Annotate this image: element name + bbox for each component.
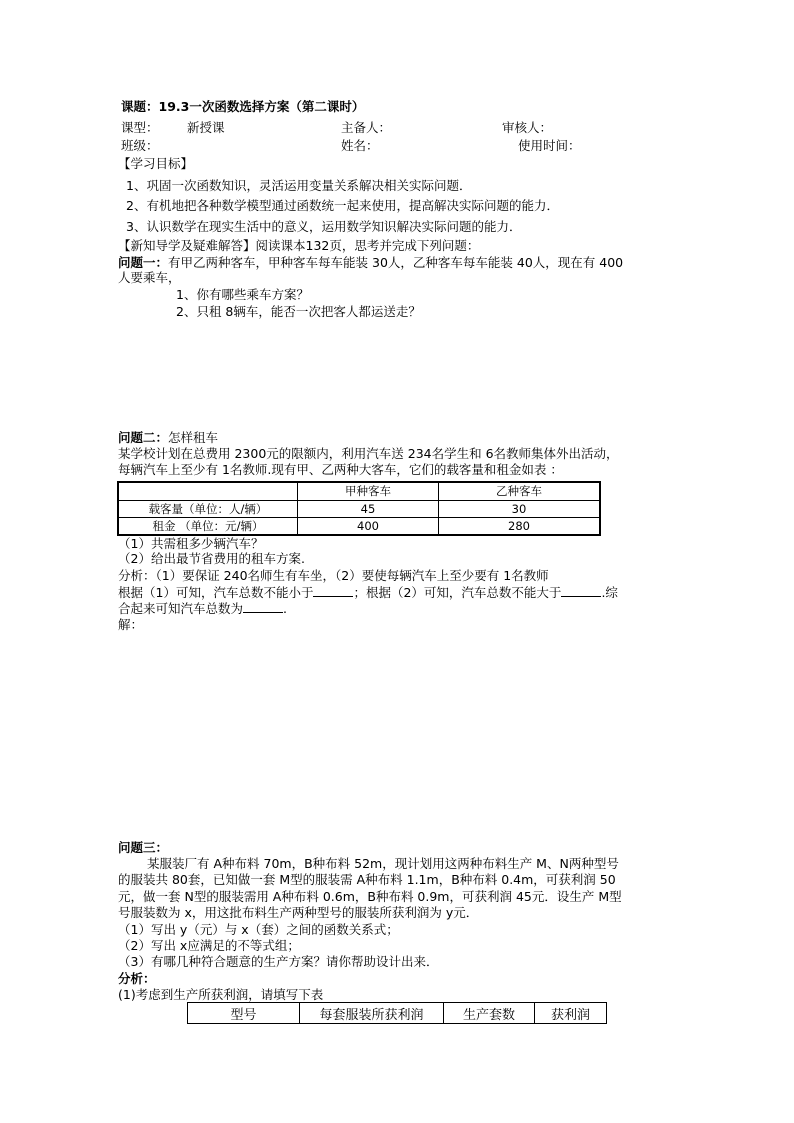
table-cell: 280 <box>439 517 601 535</box>
table-row <box>118 517 600 535</box>
problem2-analysis3b: . <box>283 601 287 616</box>
problem2-line2: 每辆汽车上至少有 1名教师.现有甲、乙两种大客车，它们的载客量和租金如表 ： <box>118 462 563 477</box>
name-label: 姓名： <box>341 138 379 153</box>
answer-blank-total[interactable] <box>243 600 283 613</box>
problem3-analysis-text: (1)考虑到生产所获利润，请填写下表 <box>118 987 324 1002</box>
problem2-label: 问题二： <box>118 430 169 445</box>
table-cell: 载客量（单位：人/辆） <box>118 500 298 517</box>
problem3-line4: 号服装数为 x，用这批布料生产两种型号的服装所获利润为 y元． <box>118 905 479 920</box>
table-cell <box>118 482 298 500</box>
table-cell: 甲种客车 <box>298 482 439 500</box>
lesson-type-label: 课型： <box>121 120 159 135</box>
guide-text: 阅读课本132页，思考并完成下列问题： <box>255 238 480 253</box>
table-cell: 45 <box>298 500 439 517</box>
table-cell: 乙种客车 <box>439 482 601 500</box>
objectives-title: 【学习目标】 <box>118 156 194 171</box>
problem2-analysis2c: .综 <box>601 585 618 600</box>
table-header-row <box>118 482 600 500</box>
answer-blank-min[interactable] <box>313 584 353 597</box>
profit-table <box>187 1002 607 1024</box>
problem2-analysis2a: 根据（1）可知，汽车总数不能小于 <box>118 585 314 600</box>
table-cell: 租金 （单位：元/辆） <box>118 517 298 535</box>
table-row <box>118 500 600 517</box>
problem3-line3: 元，做一套 N型的服装需用 A种布料 0.6m，B种布料 0.9m，可获利润 45元．设生产 M型 <box>118 889 622 904</box>
table-cell: 30 <box>439 500 601 517</box>
lesson-title: 课题：19.3一次函数选择方案（第二课时） <box>121 99 365 114</box>
problem1-line1: 有甲乙两种客车，甲种客车每车能装 30人，乙种客车每车能装 40人，现在有 400 <box>168 255 624 270</box>
problem2-solve: 解： <box>118 617 144 632</box>
table-cell: 生产套数 <box>444 1003 535 1024</box>
problem2-q1: （1）共需租多少辆汽车？ <box>118 536 264 551</box>
objective-item: 2、有机地把各种数学模型通过函数统一起来使用，提高解决实际问题的能力． <box>126 198 559 213</box>
problem2-analysis3a: 合起来可知汽车总数为 <box>118 601 244 616</box>
problem3-q2: （2）写出 x应满足的不等式组； <box>118 938 300 953</box>
table-cell: 获利润 <box>535 1003 607 1024</box>
problem2-line1: 某学校计划在总费用 2300元的限额内，利用汽车送 234名学生和 6名教师集体外出活动， <box>118 446 619 461</box>
table-header-row <box>188 1003 607 1024</box>
class-label: 班级： <box>121 138 159 153</box>
problem3-label: 问题三： <box>118 840 169 855</box>
problem1-label: 问题一： <box>118 255 169 270</box>
answer-blank-max[interactable] <box>561 584 601 597</box>
lesson-type-value: 新授课 <box>187 120 225 135</box>
objective-item: 1、巩固一次函数知识，灵活运用变量关系解决相关实际问题． <box>126 178 472 193</box>
problem3-analysis-label: 分析： <box>118 971 156 986</box>
problem2-analysis1: 分析：（1）要保证 240名师生有车坐，（2）要使每辆汽车上至少要有 1名教师 <box>118 568 549 583</box>
problem2-title: 怎样租车 <box>168 430 219 445</box>
objective-item: 3、认识数学在现实生活中的意义，运用数学知识解决实际问题的能力． <box>126 219 522 234</box>
problem3-line2: 的服装共 80套，已知做一套 M型的服装需 A种布料 1.1m，B种布料 0.4m，可获利润 50 <box>118 872 616 887</box>
guide-title: 【新知导学及疑难解答】 <box>118 238 256 253</box>
table-cell: 400 <box>298 517 439 535</box>
table-cell: 型号 <box>188 1003 300 1024</box>
problem1-line2: 人要乘车， <box>118 270 181 285</box>
problem3-line1: 某服装厂有 A种布料 70m，B种布料 52m，现计划用这两种布料生产 M、N两种型号 <box>147 856 619 871</box>
problem2-analysis2b: ；根据（2）可知，汽车总数不能大于 <box>353 585 562 600</box>
reviewer-label: 审核人： <box>502 120 553 135</box>
problem1-q1: 1、你有哪些乘车方案？ <box>176 287 309 302</box>
problem1-q2: 2、只租 8辆车，能否一次把客人都运送走？ <box>176 304 421 319</box>
problem2-q2: （2）给出最节省费用的租车方案. <box>118 551 305 566</box>
preparer-label: 主备人： <box>341 120 392 135</box>
problem3-q1: （1）写出 y（元）与 x（套）之间的函数关系式； <box>118 922 399 937</box>
problem3-q3: （3）有哪几种符合题意的生产方案？请你帮助设计出来． <box>118 954 439 969</box>
table-cell: 每套服装所获利润 <box>300 1003 444 1024</box>
time-label: 使用时间： <box>518 138 581 153</box>
bus-table <box>117 481 601 536</box>
